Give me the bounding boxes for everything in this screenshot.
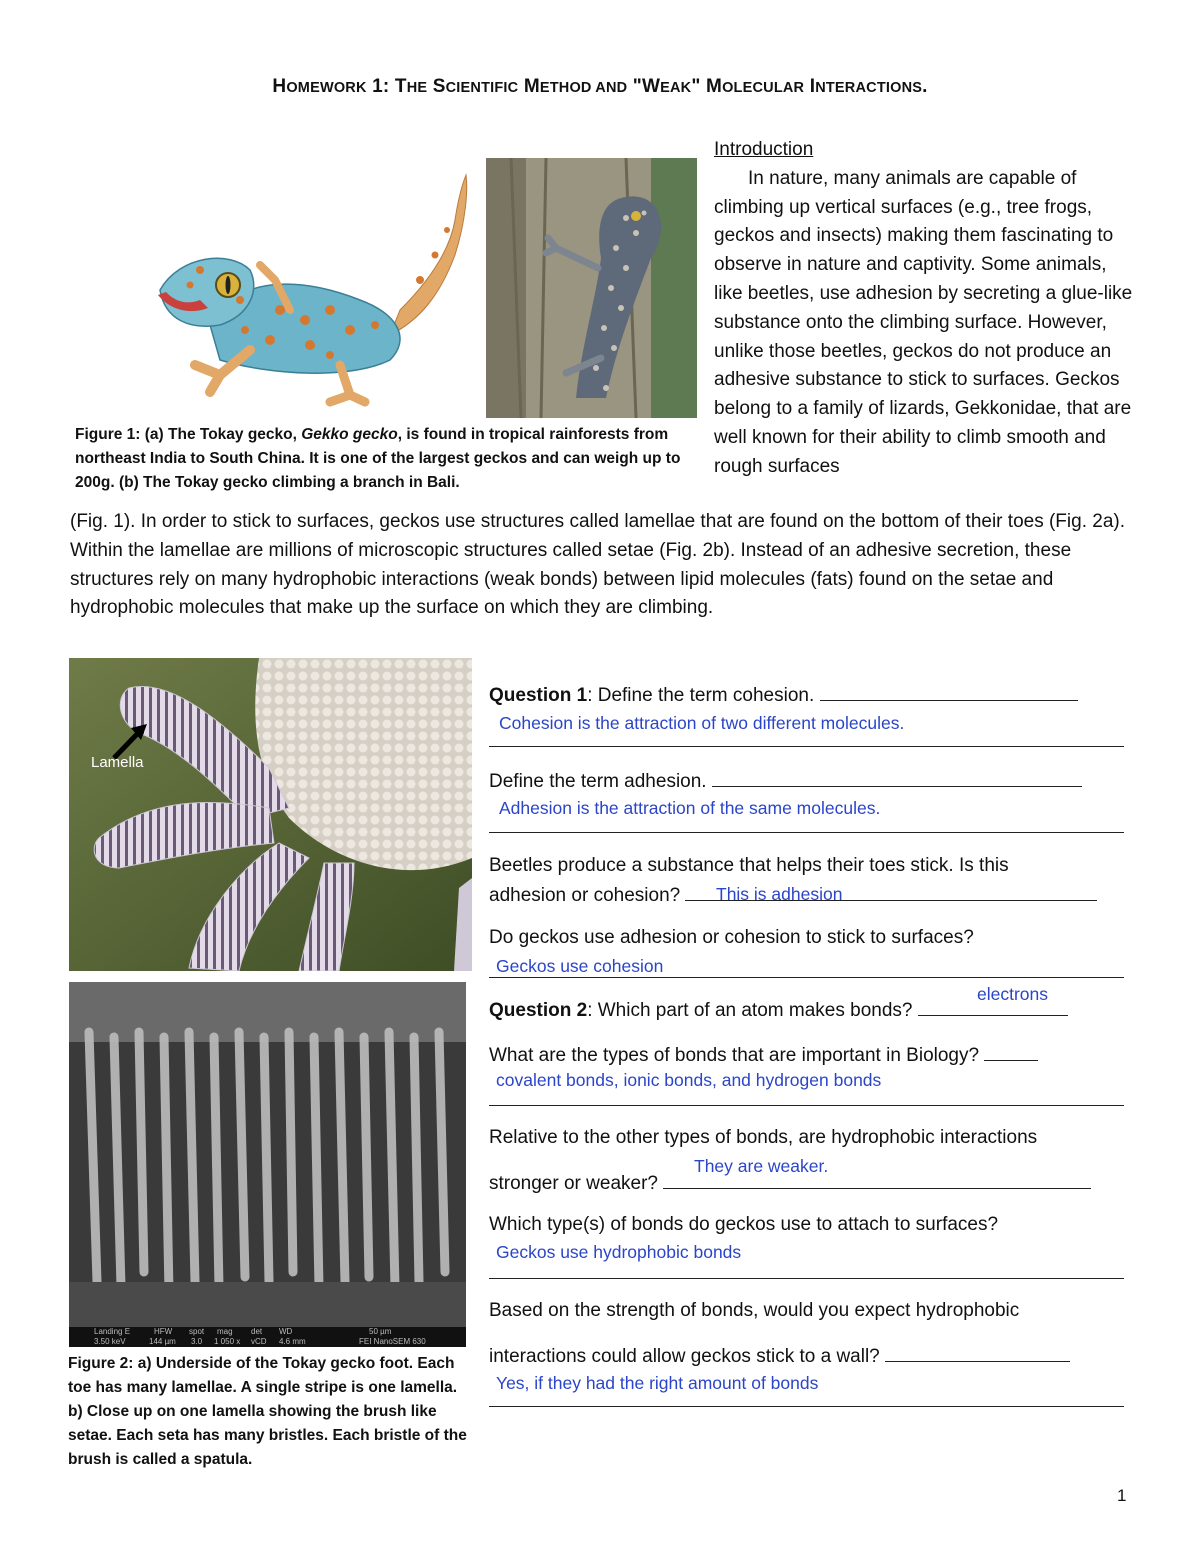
adhesion-blank[interactable] (712, 766, 1082, 787)
figure-1-caption (75, 423, 685, 495)
figure-1-caption-italic: Gekko gecko (301, 426, 398, 443)
sem-info-bar (69, 1327, 466, 1347)
adhesion-answer[interactable]: Adhesion is the attraction of the same molecules. (499, 798, 881, 818)
relative-strength-text: Relative to the other types of bonds, are hydrophobic interactions (489, 1127, 1038, 1148)
figure-1-caption-text: Figure 1: (a) The Tokay gecko, (75, 426, 302, 443)
introduction-body: In nature, many animals are capable of climbing up vertical surfaces (e.g., tree frogs, geckos and insects) making them fascinating to observe in nature and captivity. Some animals, like beetles, use adhesion by secreting a glue-like substance onto the climbing surface. However, unlike those beetles, geckos do not produce an adhesive substance to stick to surfaces. Geckos belong to a family of lizards, Gekkonidae, that are well known for their ability to climb smooth and rough surfaces (714, 167, 1133, 477)
sem-info: FEI NanoSEM 630 (359, 1337, 426, 1346)
introduction-section (714, 136, 1134, 482)
bond-types-blank[interactable] (984, 1040, 1038, 1061)
which-bonds-answer[interactable]: Geckos use hydrophobic bonds (496, 1242, 742, 1262)
figure-2-caption: Figure 2: a) Underside of the Tokay gecko foot. Each toe has many lamellae. A single stripe is one lamella. b) Close up on one lamella showing the brush like setae. Each seta has many bristles. Each bristle of the brush is called a spatula. (68, 1355, 467, 1468)
introduction-heading: Introduction (714, 139, 814, 160)
title-text: T (394, 76, 407, 97)
figure-1-caption-text: , is found in tropical rainforests from northeast India to South China. It is one of the largest geckos and can weigh up to 200g. (b) The Tokay gecko climbing a branch in Bali. (75, 426, 681, 491)
bond-types-answer[interactable]: covalent bonds, ionic bonds, and hydrogen bonds (496, 1070, 882, 1090)
title-text: 1: (366, 76, 395, 97)
based-on-question-line2 (489, 1341, 1129, 1371)
lamella-label: Lamella (91, 754, 144, 771)
based-on-text: Based on the strength of bonds, would you expect hydrophobic (489, 1300, 1020, 1321)
answer-line (489, 1406, 1124, 1407)
title-text: . (922, 76, 928, 97)
bond-types-question (489, 1040, 1129, 1070)
title-text: I (809, 76, 816, 97)
title-text: EAK (660, 80, 692, 96)
sem-info: 3.50 keV (94, 1337, 126, 1346)
sem-info: spot (189, 1327, 205, 1336)
based-on-blank[interactable] (885, 1341, 1070, 1362)
title-text: M (523, 76, 540, 97)
figure-2a-foot-image (69, 658, 472, 971)
beetles-answer[interactable]: This is adhesion (716, 884, 843, 904)
title-text: ETHOD AND (539, 80, 628, 96)
title-text: H (272, 76, 287, 97)
title-text: CIENTIFIC (445, 80, 519, 96)
answer-line (489, 832, 1124, 833)
question-1-text: : Define the term cohesion. (587, 685, 815, 706)
based-on-answer[interactable]: Yes, if they had the right amount of bonds (496, 1373, 819, 1393)
sem-info: vCD (251, 1337, 267, 1346)
title-text: " M (691, 76, 723, 97)
relative-strength-text: stronger or weaker? (489, 1173, 658, 1194)
title-text: HE (406, 80, 428, 96)
question-1-blank[interactable] (820, 680, 1078, 701)
question-1 (489, 680, 1129, 710)
title-text: "W (632, 76, 661, 97)
question-1-label: Question 1 (489, 685, 588, 706)
figure-1a-gecko-image (100, 160, 480, 410)
beetles-question-text: Beetles produce a substance that helps their toes stick. Is this (489, 855, 1009, 876)
sem-info: Landing E (94, 1327, 131, 1336)
beetles-question-text: adhesion or cohesion? (489, 885, 681, 906)
which-bonds-question (489, 1211, 1129, 1239)
sem-info: 1 050 x (214, 1337, 241, 1346)
answer-line (489, 746, 1124, 747)
geckos-answer[interactable]: Geckos use cohesion (496, 956, 664, 976)
geckos-question (489, 924, 1129, 952)
figure-1b-gecko-branch-image (486, 158, 697, 418)
title-text: OMEWORK (286, 80, 367, 96)
relative-strength-question (489, 1124, 1129, 1152)
introduction-continued: (Fig. 1). In order to stick to surfaces, geckos use structures called lamellae that are found on the bottom of their toes (Fig. 2a). Within the lamellae are millions of microscopic structures called setae (Fig. 2b). Instead of an adhesive secretion, these structures rely on many hydrophobic interactions (weak bonds) between lipid molecules (fats) found on the setae and hydrophobic molecules that make up the surface on which they are climbing. (70, 511, 1126, 619)
figure-2b-sem-image (69, 982, 466, 1347)
based-on-text: interactions could allow geckos stick to a wall? (489, 1346, 880, 1367)
sem-info: 144 µm (149, 1337, 176, 1346)
sem-info: 4.6 mm (279, 1337, 306, 1346)
title-text: NTERACTIONS (815, 80, 923, 96)
title-text: S (432, 76, 446, 97)
question-1-answer[interactable]: Cohesion is the attraction of two different molecules. (499, 713, 905, 733)
sem-info: mag (217, 1327, 233, 1336)
question-2-text: : Which part of an atom makes bonds? (587, 1000, 913, 1021)
answer-line (489, 1105, 1124, 1106)
bond-types-question-text: What are the types of bonds that are important in Biology? (489, 1045, 980, 1066)
sem-info: HFW (154, 1327, 173, 1336)
title-text: OLECULAR (722, 80, 805, 96)
relative-strength-answer[interactable]: They are weaker. (694, 1156, 829, 1176)
sem-info: det (251, 1327, 263, 1336)
page-title (0, 76, 1200, 98)
question-2-answer[interactable]: electrons (977, 984, 1049, 1004)
answer-line (489, 1278, 1124, 1279)
sem-info: 3.0 (191, 1337, 203, 1346)
sem-info: WD (279, 1327, 293, 1336)
which-bonds-text: Which type(s) of bonds do geckos use to attach to surfaces? (489, 1214, 999, 1235)
adhesion-question-text: Define the term adhesion. (489, 771, 707, 792)
sem-scale-bar: 50 µm (369, 1327, 392, 1336)
answer-line (489, 977, 1124, 978)
adhesion-question (489, 766, 1129, 796)
page-number: 1 (1117, 1486, 1127, 1505)
question-2-label: Question 2 (489, 1000, 588, 1021)
geckos-question-text: Do geckos use adhesion or cohesion to stick to surfaces? (489, 927, 974, 948)
based-on-question (489, 1297, 1129, 1325)
